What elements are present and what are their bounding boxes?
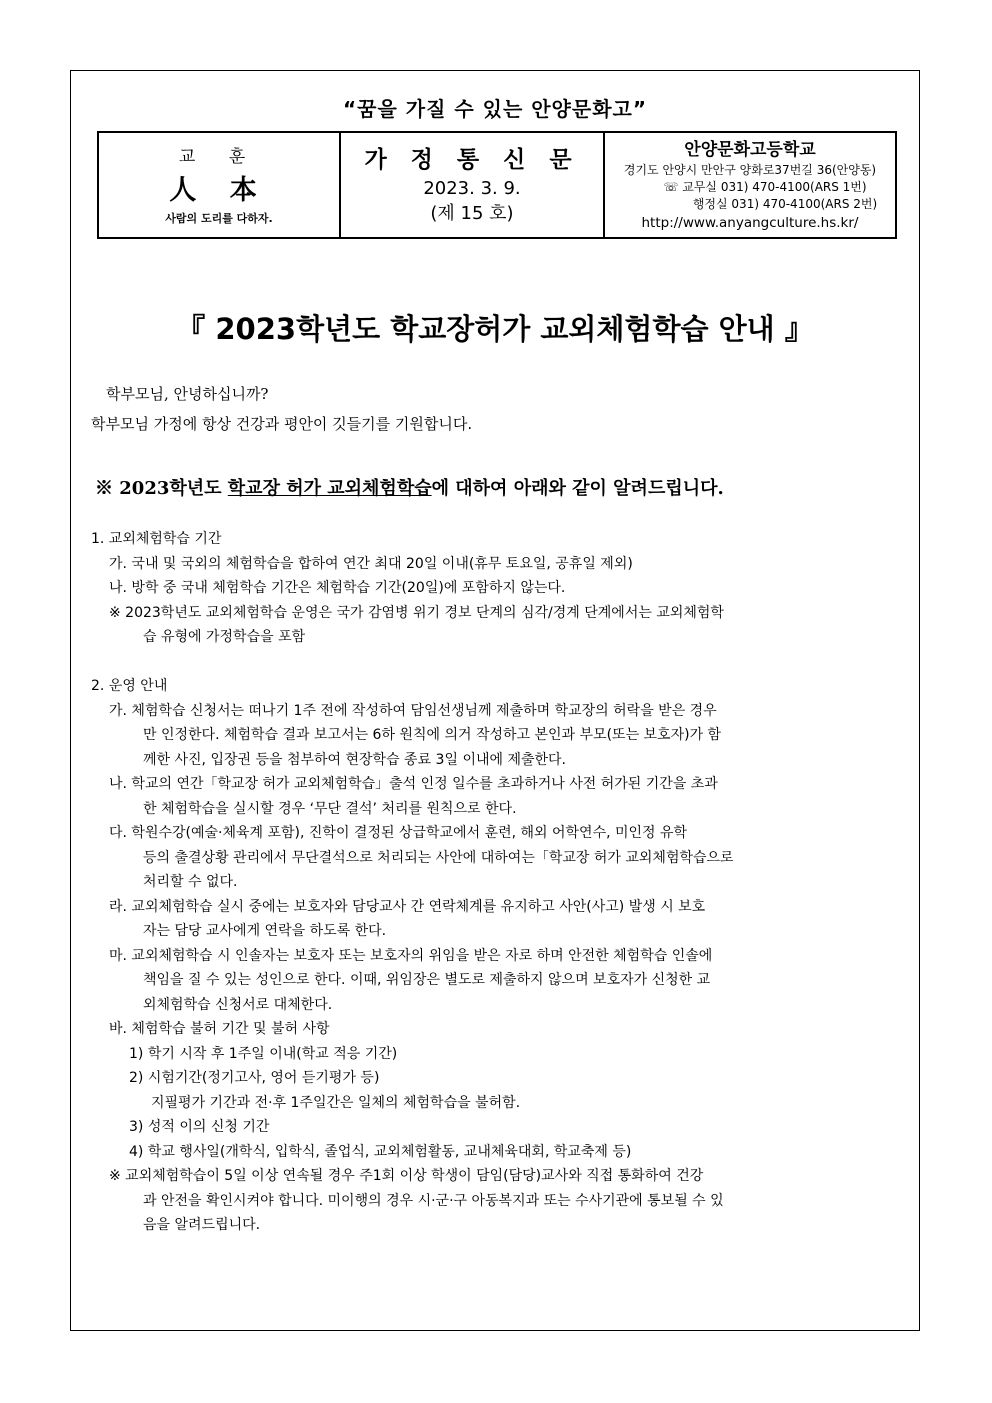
note-item-cont: 과 안전을 확인시켜야 합니다. 미이행의 경우 시·군·구 아동복지과 또는 수사기관에 통보될 수 있 xyxy=(143,1192,724,1209)
school-name: 안양문화고등학교 xyxy=(684,139,816,160)
page-title: 『 2023학년도 학교장허가 교외체험학습 안내 』 xyxy=(176,312,814,346)
sub-list-item: 4) 학교 행사일(개학식, 입학식, 졸업식, 교외체험활동, 교내체육대회, 학교축제 등) xyxy=(129,1143,632,1160)
section-heading: 2. 운영 안내 xyxy=(91,678,168,694)
list-item: 라. 교외체험학습 실시 중에는 보호자와 담당교사 간 연락체계를 유지하고 사안(사고) 발생 시 보호 xyxy=(109,898,706,915)
list-item-cont: 처리할 수 없다. xyxy=(143,874,238,890)
spacer xyxy=(91,650,901,675)
sub-list-item: 2) 시험기간(정기고사, 영어 듣기평가 등) xyxy=(129,1070,380,1086)
doc-type: 가 정 통 신 문 xyxy=(364,147,580,173)
greeting-line-1: 학부모님, 안녕하십니까? xyxy=(106,385,269,403)
sub-list-item: 1) 학기 시작 후 1주일 이내(학교 적응 기간) xyxy=(129,1045,398,1062)
list-item-cont: 만 인정한다. 체험학습 결과 보고서는 6하 원칙에 의거 작성하고 본인과 부모(또는 보호자)가 함 xyxy=(143,727,722,743)
note-item: ※ 2023학년도 교외체험학습 운영은 국가 감염병 위기 경보 단계의 심각/경계 단계에서는 교외체험학 xyxy=(109,604,724,621)
list-item: 나. 학교의 연간「학교장 허가 교외체험학습」출석 인정 일수를 초과하거나 사전 허가된 기간을 초과 xyxy=(109,776,718,792)
issue-date: 2023. 3. 9. xyxy=(423,178,521,199)
list-item-cont: 자는 담당 교사에게 연락을 하도록 한다. xyxy=(143,923,387,939)
admin-phone: 행정실 031) 470-4100(ARS 2번) xyxy=(692,196,878,211)
list-item: 다. 학원수강(예술·체육계 포함), 진학이 결정된 상급학교에서 훈련, 해외 어학연수, 미인정 유학 xyxy=(109,825,688,841)
school-website-link[interactable]: http://www.anyangculture.hs.kr/ xyxy=(641,214,859,231)
notice-prefix: ※ 2023학년도 xyxy=(95,478,228,499)
greeting-line-2: 학부모님 가정에 항상 건강과 평안이 깃들기를 기원합니다. xyxy=(91,415,473,433)
sub-list-item-cont: 지필평가 기간과 전·후 1주일간은 일체의 체험학습을 불허함. xyxy=(151,1094,521,1111)
notice-underlined: 학교장 허가 교외체험학습 xyxy=(227,478,432,499)
list-item-cont: 외체험학습 신청서로 대체한다. xyxy=(143,996,333,1013)
list-item: 마. 교외체험학습 시 인솔자는 보호자 또는 보호자의 위임을 받은 자로 하며 안전한 체험학습 인솔에 xyxy=(109,947,713,964)
issue-number: (제 15 호) xyxy=(430,203,514,224)
list-item-cont: 등의 출결상황 관리에서 무단결석으로 처리되는 사안에 대하여는「학교장 허가 교외체험학습으로 xyxy=(143,849,734,866)
motto-hanja: 人 本 xyxy=(169,175,269,206)
motto-description: 사람의 도리를 다하자. xyxy=(165,212,273,225)
list-item-cont: 책임을 질 수 있는 성인으로 한다. 이때, 위임장은 별도로 제출하지 않으며 보호자가 신청한 교 xyxy=(143,972,711,988)
list-item: 가. 국내 및 국외의 체험학습을 합하여 연간 최대 20일 이내(휴무 토요일, 공휴일 제외) xyxy=(109,555,633,572)
school-address: 경기도 안양시 만안구 양화로37번길 36(안양동) xyxy=(623,162,877,177)
school-motto-banner: “꿈을 가질 수 있는 안양문화고” xyxy=(343,97,647,121)
list-item: 바. 체험학습 불허 기간 및 불허 사항 xyxy=(109,1021,330,1037)
notice-heading xyxy=(95,474,724,500)
note-item-cont: 습 유형에 가정학습을 포함 xyxy=(143,629,306,645)
newsletter-header-table xyxy=(97,131,897,239)
newsletter-info-cell xyxy=(340,132,604,238)
school-contact-cell xyxy=(604,132,896,238)
body-content xyxy=(91,527,901,1238)
school-motto-cell xyxy=(98,132,340,238)
list-item: 나. 방학 중 국내 체험학습 기간은 체험학습 기간(20일)에 포함하지 않는다. xyxy=(109,580,566,596)
note-item: ※ 교외체험학습이 5일 이상 연속될 경우 주1회 이상 학생이 담임(담당)교사와 직접 통화하여 건강 xyxy=(109,1168,704,1184)
notice-suffix: 에 대하여 아래와 같이 알려드립니다. xyxy=(431,478,724,499)
motto-label: 교 훈 xyxy=(178,147,260,167)
note-item-cont: 음을 알려드립니다. xyxy=(143,1217,261,1233)
list-item-cont: 한 체험학습을 실시할 경우 ‘무단 결석’ 처리를 원칙으로 한다. xyxy=(143,800,517,817)
office-phone: ☏ 교무실 031) 470-4100(ARS 1번) xyxy=(663,179,867,194)
list-item: 가. 체험학습 신청서는 떠나기 1주 전에 작성하여 담임선생님께 제출하며 학교장의 허락을 받은 경우 xyxy=(109,702,717,719)
document-frame xyxy=(70,70,920,1331)
sub-list-item: 3) 성적 이의 신청 기간 xyxy=(129,1119,270,1135)
section-heading: 1. 교외체험학습 기간 xyxy=(91,531,222,547)
list-item-cont: 께한 사진, 입장권 등을 첨부하여 현장학습 종료 3일 이내에 제출한다. xyxy=(143,751,567,768)
